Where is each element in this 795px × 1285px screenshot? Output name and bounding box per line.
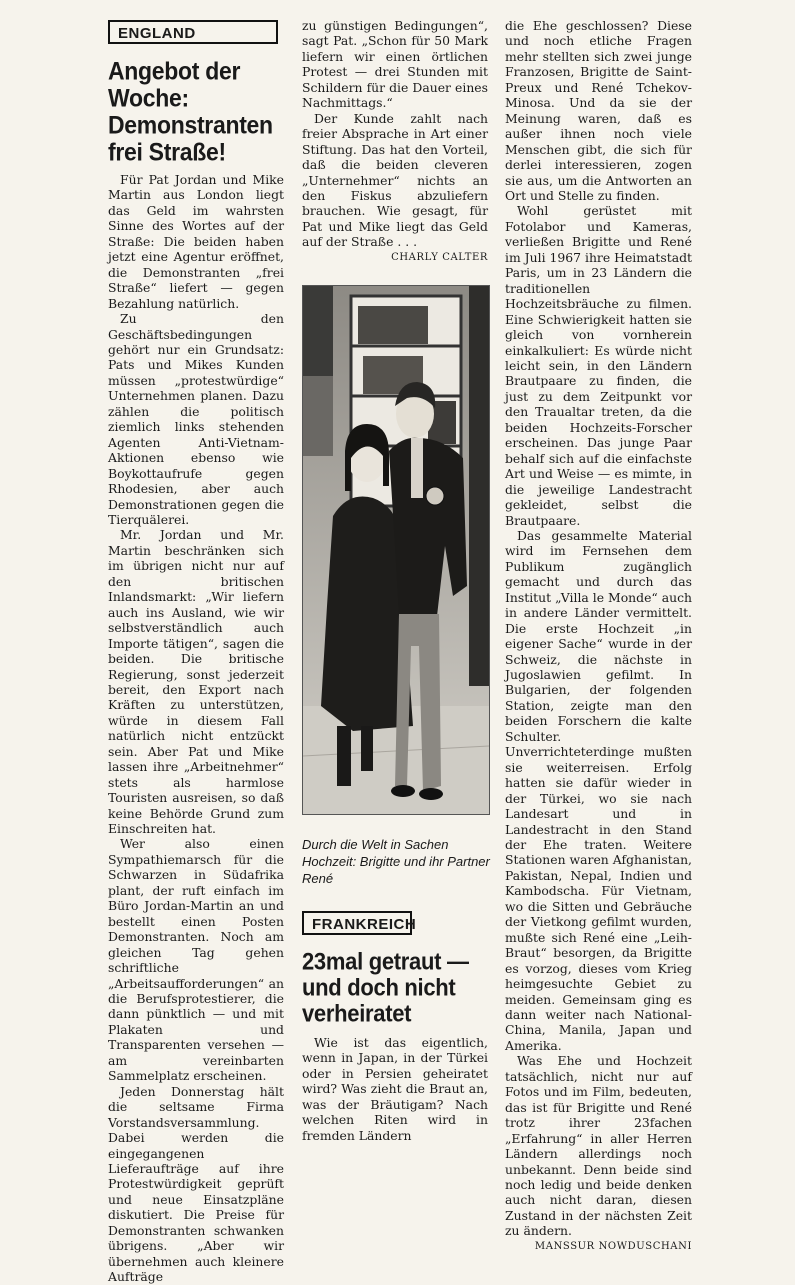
headline-frankreich: 23mal getraut — und doch nicht verheiratet bbox=[302, 947, 469, 1027]
paragraph: Mr. Jordan und Mr. Martin beschränken sich im übrigen nicht nur auf den britischen Inlandsmarkt: „Wir liefern auch ins Ausland, wie wir selbstverständlich auch Importe tätigen“, sagen die beiden. Die britische Regierung, sonst jederzeit bereit, den Export nach Kräften zu unterstützen, würde in diesem Fall natürlich nicht entzückt sein. Aber Pat und Mike lassen ihre „Arbeitnehmer“ stets als harmlose Touristen ausreisen, so daß keine Behörde Grund zum Einschreiten hat. bbox=[108, 527, 284, 837]
headline-england: Angebot der Woche: Demonstranten frei Straße! bbox=[108, 56, 273, 166]
paragraph: Wohl gerüstet mit Fotolabor und Kameras, verließen Brigitte und René im Juli 1967 ihre Heimatstadt Paris, um in 23 Ländern die traditionellen Hochzeitsbräuche zu filmen. Eine Schwierigkeit hatten sie gleich von vornherein einkalkuliert: Es würde nicht leicht sein, in den Ländern Brautpaare zu finden, die just zu dem Zeitpunkt vor den Traualtar treten, da die beiden Hochzeits-Forscher erscheinen. Das junge Paar behalf sich auf die einfachste Art und Weise — es mimte, in die jeweilige Landestracht gekleidet, selbst die Brautpaare. bbox=[505, 203, 692, 528]
couple-photo-illustration bbox=[303, 286, 489, 814]
paragraph: Wer also einen Sympathiemarsch für die Schwarzen in Südafrika plant, der ruft einfach im Büro Jordan-Martin an und bestellt einen Posten Demonstranten. Noch am gleichen Tag gehen schriftliche „Arbeitsaufforderungen“ an die Berufsprotestierer, die dann pünktlich — und mit Plakaten und Transparenten versehen — am vereinbarten Sammelplatz erscheinen. bbox=[108, 836, 284, 1084]
couple-photo bbox=[302, 285, 490, 815]
paragraph: Wie ist das eigentlich, wenn in Japan, in der Türkei oder in Persien geheiratet wird? Was zieht die Braut an, was der Bräutigam? Nach welchen Riten wird in fremden Ländern bbox=[302, 1035, 488, 1143]
column-frankreich bbox=[505, 18, 692, 1252]
column-middle-bottom bbox=[302, 911, 488, 1143]
paragraph: Für Pat Jordan und Mike Martin aus London liegt das Geld im wahrsten Sinne des Wortes auf der Straße: Die beiden haben jetzt eine Agentur eröffnet, die Demonstranten „frei Straße“ liefert — gegen Bezahlung natürlich. bbox=[108, 172, 284, 311]
article-body-frankreich-intro bbox=[302, 1035, 488, 1143]
article-body-england-continued bbox=[302, 18, 488, 250]
paragraph: Das gesammelte Material wird im Fernsehen dem Publikum zugänglich gemacht und durch das Institut „Villa le Monde“ auch in andere Länder vermittelt. Die erste Hochzeit „in eigener Sache“ wurde in der Schweiz, die nächste in Jugoslawien gefilmt. In Bulgarien, der folgenden Station, zeigte man den beiden Forschern die kalte Schulter. Unverrichteterdinge mußten sie weiterreisen. Erfolg hatten sie dafür wieder in der Türkei, wo sie nach Landesart und in Landestracht in den Stand der Ehe traten. Weitere Stationen waren Afghanistan, Pakistan, Nepal, Indien und Kambodscha. Für Vietnam, wo die Sitten und Gebräuche der Vietkong gefilmt wurden, mußte sich René eine „Leih-Braut“ besorgen, da Brigitte es vorzog, dieses vom Krieg heimgesuchte Gebiet zu meiden. Gemeinsam ging es dann weiter nach National-China, Manila, Japan und Amerika. bbox=[505, 527, 692, 1053]
column-middle-top bbox=[302, 18, 488, 263]
column-england bbox=[108, 18, 284, 1285]
paragraph: zu günstigen Bedingungen“, sagt Pat. „Schon für 50 Mark liefern wir einen örtlichen Protest — drei Stunden mit Schildern für die Dauer eines Nachmittags.“ bbox=[302, 18, 488, 111]
photo-caption: Durch die Welt in Sachen Hochzeit: Brigitte und ihr Partner René bbox=[302, 837, 490, 886]
byline-england: CHARLY CALTER bbox=[391, 251, 488, 263]
section-label-frankreich: FRANKREICH bbox=[302, 911, 412, 935]
paragraph: Was Ehe und Hochzeit tatsächlich, nicht nur auf Fotos und im Film, bedeuten, das ist für Brigitte und René trotz ihrer 23fachen „Erfahrung“ in aller Herren Ländern allerdings noch unbekannt. Denn beide sind noch ledig und beide denken auch nicht daran, diesen Zustand in der nächsten Zeit zu ändern. bbox=[505, 1053, 692, 1239]
paragraph: Jeden Donnerstag hält die seltsame Firma Vorstandsversammlung. Dabei werden die eingegangenen Lieferaufträge auf ihre Protestwürdigkeit geprüft und neue Einsatzpläne diskutiert. Die Preise für Demonstranten schwanken übrigens. „Aber wir übernehmen auch kleinere Aufträge bbox=[108, 1083, 284, 1285]
paragraph: die Ehe geschlossen? Diese und noch etliche Fragen mehr stellten sich zwei junge Franzosen, Brigitte de Saint-Preux und René Tchekov-Minosa. Und da sie der Meinung waren, daß es außer ihnen noch viele Menschen gibt, die sich für derlei interessieren, zogen sie aus, um die Antworten an Ort und Stelle zu finden. bbox=[505, 18, 692, 203]
article-body-england bbox=[108, 172, 284, 1285]
paragraph: Der Kunde zahlt nach freier Absprache in Art einer Stiftung. Das hat den Vorteil, daß die beiden cleveren „Unternehmer“ nichts an den Fiskus abzuliefern brauchen. Wie gesagt, für Pat und Mike liegt das Geld auf der Straße . . . bbox=[302, 110, 488, 250]
section-label-england: ENGLAND bbox=[108, 20, 278, 44]
paragraph: Zu den Geschäftsbedingungen gehört nur ein Grundsatz: Pats und Mikes Kunden müssen „protestwürdige“ Unternehmen planen. Dazu zählen die politisch ziemlich links stehenden Agenten Anti-Vietnam-Aktionen ebenso wie Boykottaufrufe gegen Rhodesien, aber auch Demonstrationen gegen die Tierquälerei. bbox=[108, 311, 284, 527]
article-body-frankreich bbox=[505, 18, 692, 1239]
byline-frankreich: MANSSUR NOWDUSCHANI bbox=[534, 1240, 692, 1252]
